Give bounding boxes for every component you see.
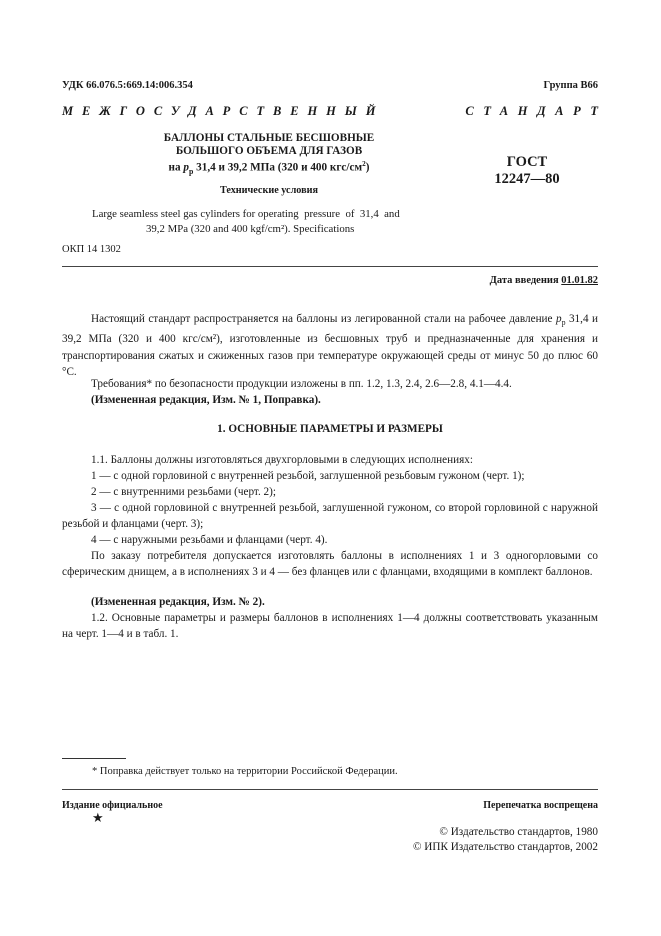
document-subtitle: Технические условия [219, 185, 319, 196]
footnote: * Поправка действует только на территории Российской Федерации. [92, 766, 398, 777]
section-1-paragraph-6: По заказу потребителя допускается изготовлять баллоны в исполнениях 1 и 3 одногорловыми со сферическим днищем, а в исполнениях 3 и 4 — без фланцев или с фланцами, входящими в комплект баллонов. [62, 550, 598, 579]
group-code: Группа В66 [543, 80, 598, 91]
intro-amendment-note: (Измененная редакция, Изм. № 1, Поправка). [91, 394, 321, 406]
section-1-paragraph-3: 2 — с внутренними резьбами (черт. 2); [91, 486, 276, 498]
gost-designation [482, 154, 572, 188]
okp-code: ОКП 14 1302 [62, 244, 121, 255]
section-1-heading: 1. ОСНОВНЫЕ ПАРАМЕТРЫ И РАЗМЕРЫ [217, 423, 443, 435]
gost-label: ГОСТ [506, 154, 548, 170]
standard-word: СТАНДАРТ [465, 104, 608, 118]
official-edition-label: Издание официальное [62, 800, 163, 811]
udk-code: УДК 66.076.5:669.14:006.354 [62, 80, 193, 91]
section-1-paragraph-2: 1 — с одной горловиной с внутренней резьбой, заглушенной резьбовым гужоном (черт. 1); [91, 470, 525, 482]
footnote-rule [62, 758, 126, 759]
introduction-date-value: 01.01.82 [561, 275, 598, 286]
title-line-2: БОЛЬШОГО ОБЪЕМА ДЛЯ ГАЗОВ [175, 145, 363, 157]
interstate-standard-banner [62, 104, 608, 119]
copyright-line-2: © ИПК Издательство стандартов, 2002 [412, 841, 598, 853]
title-line-1: БАЛЛОНЫ СТАЛЬНЫЕ БЕСШОВНЫЕ [163, 132, 375, 144]
interstate-word: МЕЖГОСУДАРСТВЕННЫЙ [62, 104, 385, 118]
english-title-line-1: Large seamless steel gas cylinders for operating pressure of 31,4 and [92, 208, 400, 220]
section-1-paragraph-4: 3 — с одной горловиной с внутренней резьбой, заглушенной гужоном, со второй горловиной с наружной резьбой и фланцами (черт. 3); [62, 502, 598, 531]
copyright-line-1: © Издательство стандартов, 1980 [439, 826, 598, 838]
introduction-date: Дата введения 01.01.82 [489, 275, 598, 286]
document-title [128, 132, 410, 178]
intro-paragraph-1: Настоящий стандарт распространяется на баллоны из легированной стали на рабочее давление $p_р$ 31,4 и 39,2 МПа (320 и 400 кгс/см²), изготовленные из бесшовных труб и предназначенные для хранения и транспортирования сжатых и сжиженных газов при температуре окружающей среды от минус 50 до плюс 60 °С. [62, 313, 598, 378]
gost-number: 12247—80 [494, 171, 560, 187]
intro-paragraph-2: Требования* по безопасности продукции изложены в пп. 1.2, 1.3, 2.4, 2.6—2.8, 4.1—4.4. [91, 378, 512, 390]
star-icon: ★ [92, 810, 104, 825]
section-1-amendment-note: (Измененная редакция, Изм. № 2). [91, 596, 265, 608]
english-title-line-2: 39,2 MPa (320 and 400 kgf/cm²). Specifications [146, 223, 355, 235]
section-1-paragraph-5: 4 — с наружными резьбами и фланцами (черт. 4). [91, 534, 328, 546]
header-divider [62, 266, 598, 267]
footer-divider [62, 789, 598, 790]
section-1-paragraph-1: 1.1. Баллоны должны изготовляться двухгорловыми в следующих исполнениях: [91, 454, 473, 466]
title-line-3: на $p_р$ 31,4 и 39,2 МПа (320 и 400 кгс/$см^2$) [168, 160, 370, 176]
english-title [92, 207, 418, 237]
reprint-prohibited-label: Перепечатка воспрещена [483, 800, 598, 811]
section-1-paragraph-8: 1.2. Основные параметры и размеры баллонов в исполнениях 1—4 должны соответствовать указанным на черт. 1—4 и в табл. 1. [62, 612, 598, 641]
